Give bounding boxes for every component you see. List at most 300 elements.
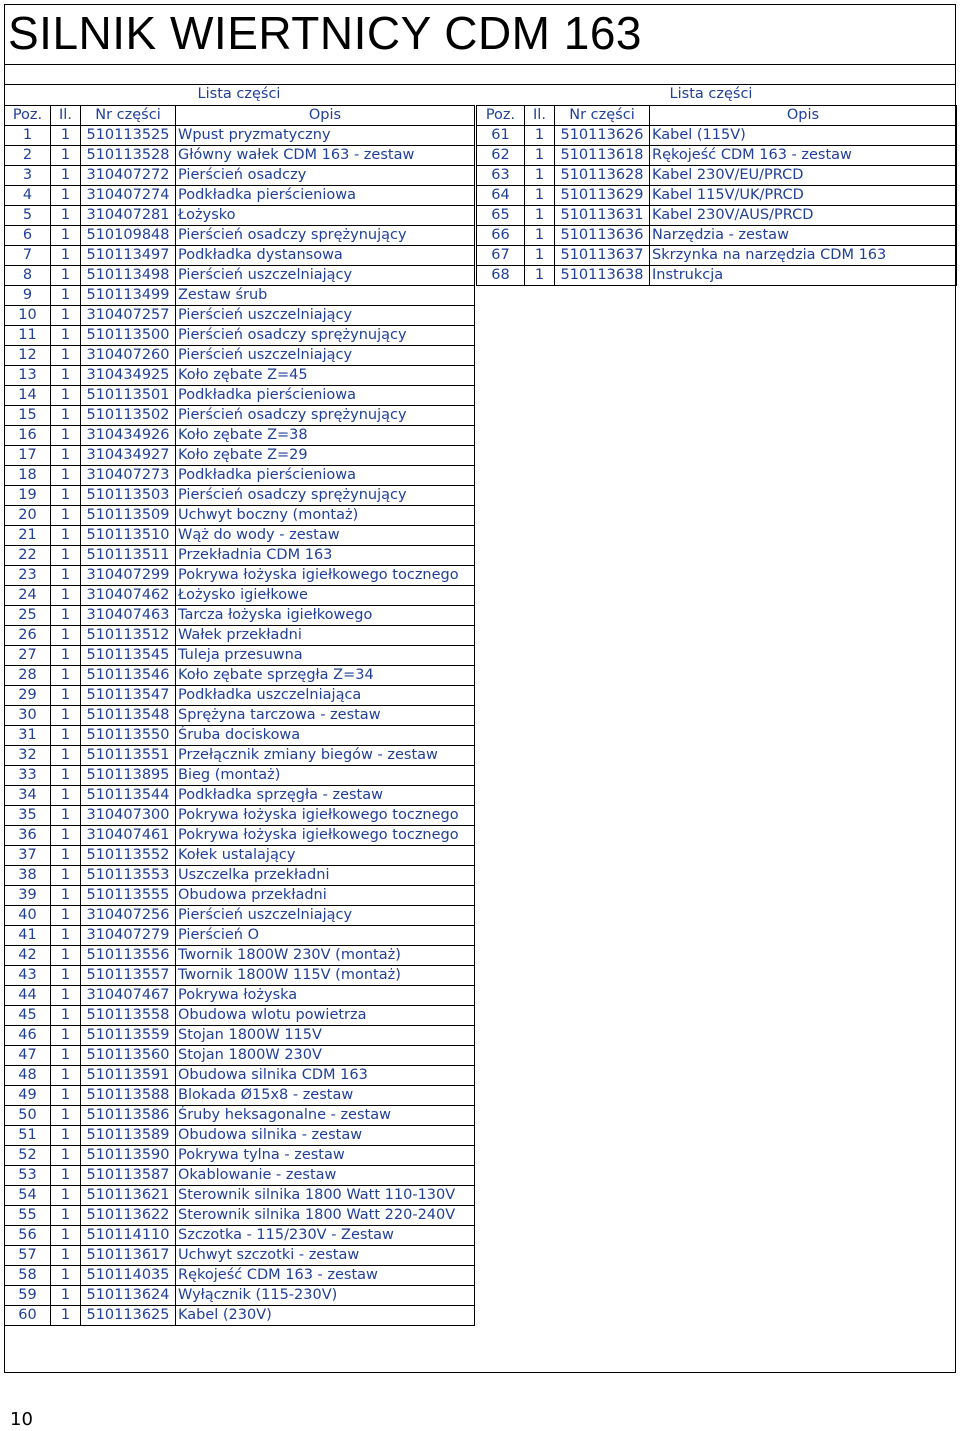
table-row bbox=[5, 186, 475, 206]
cell-part-number: 510109848 bbox=[81, 226, 176, 246]
cell-description: Podkładka dystansowa bbox=[176, 246, 475, 266]
cell-quantity: 1 bbox=[51, 686, 81, 706]
cell-quantity: 1 bbox=[51, 146, 81, 166]
cell-quantity: 1 bbox=[51, 906, 81, 926]
cell-quantity: 1 bbox=[51, 346, 81, 366]
table-row bbox=[5, 386, 475, 406]
cell-description: Koło zębate Z=45 bbox=[176, 366, 475, 386]
table-row bbox=[5, 986, 475, 1006]
cell-position: 29 bbox=[5, 686, 51, 706]
table-row bbox=[5, 1166, 475, 1186]
cell-description: Kabel 230V/EU/PRCD bbox=[650, 166, 957, 186]
table-row bbox=[5, 1266, 475, 1286]
table-row bbox=[5, 626, 475, 646]
cell-position: 26 bbox=[5, 626, 51, 646]
table-row bbox=[5, 646, 475, 666]
cell-part-number: 310407467 bbox=[81, 986, 176, 1006]
cell-part-number: 510113628 bbox=[555, 166, 650, 186]
table-row bbox=[5, 306, 475, 326]
col-header-quantity: Il. bbox=[51, 106, 81, 126]
cell-description: Skrzynka na narzędzia CDM 163 bbox=[650, 246, 957, 266]
table-row bbox=[5, 686, 475, 706]
cell-part-number: 510113556 bbox=[81, 946, 176, 966]
table-row bbox=[5, 326, 475, 346]
cell-description: Podkładka pierścieniowa bbox=[176, 466, 475, 486]
cell-quantity: 1 bbox=[51, 1286, 81, 1306]
table-row bbox=[5, 606, 475, 626]
cell-quantity: 1 bbox=[51, 426, 81, 446]
col-header-description: Opis bbox=[176, 106, 475, 126]
cell-part-number: 310434925 bbox=[81, 366, 176, 386]
cell-quantity: 1 bbox=[51, 1266, 81, 1286]
cell-position: 36 bbox=[5, 826, 51, 846]
cell-description: Wałek przekładni bbox=[176, 626, 475, 646]
cell-quantity: 1 bbox=[51, 1186, 81, 1206]
cell-part-number: 510113636 bbox=[555, 226, 650, 246]
cell-quantity: 1 bbox=[51, 166, 81, 186]
cell-description: Twornik 1800W 230V (montaż) bbox=[176, 946, 475, 966]
cell-position: 13 bbox=[5, 366, 51, 386]
cell-part-number: 310407281 bbox=[81, 206, 176, 226]
cell-description: Pokrywa łożyska bbox=[176, 986, 475, 1006]
cell-part-number: 510113591 bbox=[81, 1066, 176, 1086]
cell-quantity: 1 bbox=[51, 266, 81, 286]
cell-quantity: 1 bbox=[51, 1066, 81, 1086]
cell-quantity: 1 bbox=[51, 1046, 81, 1066]
cell-part-number: 310407279 bbox=[81, 926, 176, 946]
cell-position: 5 bbox=[5, 206, 51, 226]
cell-description: Obudowa silnika - zestaw bbox=[176, 1126, 475, 1146]
table-row bbox=[477, 166, 957, 186]
cell-description: Tuleja przesuwna bbox=[176, 646, 475, 666]
table-row bbox=[5, 506, 475, 526]
cell-position: 30 bbox=[5, 706, 51, 726]
cell-position: 64 bbox=[477, 186, 525, 206]
cell-description: Koło zębate Z=38 bbox=[176, 426, 475, 446]
cell-description: Tarcza łożyska igiełkowego bbox=[176, 606, 475, 626]
cell-part-number: 510113895 bbox=[81, 766, 176, 786]
table-row bbox=[5, 486, 475, 506]
cell-position: 8 bbox=[5, 266, 51, 286]
col-header-position: Poz. bbox=[5, 106, 51, 126]
cell-part-number: 510113552 bbox=[81, 846, 176, 866]
table-row bbox=[5, 366, 475, 386]
cell-part-number: 510113551 bbox=[81, 746, 176, 766]
cell-part-number: 510113629 bbox=[555, 186, 650, 206]
table-row bbox=[5, 286, 475, 306]
cell-part-number: 310407299 bbox=[81, 566, 176, 586]
cell-quantity: 1 bbox=[51, 866, 81, 886]
cell-position: 50 bbox=[5, 1106, 51, 1126]
cell-description: Uszczelka przekładni bbox=[176, 866, 475, 886]
cell-description: Pierścień osadczy bbox=[176, 166, 475, 186]
cell-description: Wąż do wody - zestaw bbox=[176, 526, 475, 546]
table-row bbox=[5, 1286, 475, 1306]
table-row bbox=[5, 666, 475, 686]
cell-part-number: 510113512 bbox=[81, 626, 176, 646]
cell-part-number: 510113590 bbox=[81, 1146, 176, 1166]
cell-part-number: 510113550 bbox=[81, 726, 176, 746]
cell-quantity: 1 bbox=[51, 966, 81, 986]
table-row bbox=[5, 926, 475, 946]
cell-quantity: 1 bbox=[51, 326, 81, 346]
cell-description: Stojan 1800W 230V bbox=[176, 1046, 475, 1066]
cell-quantity: 1 bbox=[51, 726, 81, 746]
cell-position: 40 bbox=[5, 906, 51, 926]
cell-position: 28 bbox=[5, 666, 51, 686]
table-row bbox=[5, 1146, 475, 1166]
table-row bbox=[5, 166, 475, 186]
cell-position: 46 bbox=[5, 1026, 51, 1046]
table-row bbox=[5, 1226, 475, 1246]
table-row bbox=[5, 126, 475, 146]
cell-part-number: 510113626 bbox=[555, 126, 650, 146]
cell-quantity: 1 bbox=[525, 246, 555, 266]
cell-position: 67 bbox=[477, 246, 525, 266]
cell-quantity: 1 bbox=[51, 1006, 81, 1026]
cell-part-number: 510113511 bbox=[81, 546, 176, 566]
cell-quantity: 1 bbox=[51, 826, 81, 846]
table-row bbox=[5, 1186, 475, 1206]
cell-description: Kabel 115V/UK/PRCD bbox=[650, 186, 957, 206]
cell-description: Podkładka pierścieniowa bbox=[176, 186, 475, 206]
cell-quantity: 1 bbox=[51, 606, 81, 626]
table-row bbox=[477, 246, 957, 266]
cell-description: Przekładnia CDM 163 bbox=[176, 546, 475, 566]
cell-position: 57 bbox=[5, 1246, 51, 1266]
cell-part-number: 510113586 bbox=[81, 1106, 176, 1126]
cell-position: 11 bbox=[5, 326, 51, 346]
cell-quantity: 1 bbox=[51, 386, 81, 406]
table-row bbox=[5, 846, 475, 866]
cell-quantity: 1 bbox=[51, 766, 81, 786]
cell-position: 44 bbox=[5, 986, 51, 1006]
cell-description: Szczotka - 115/230V - Zestaw bbox=[176, 1226, 475, 1246]
cell-description: Pierścień uszczelniający bbox=[176, 306, 475, 326]
table-row bbox=[5, 266, 475, 286]
cell-part-number: 510113544 bbox=[81, 786, 176, 806]
table-row bbox=[477, 186, 957, 206]
table-row bbox=[5, 1306, 475, 1326]
table-row bbox=[5, 206, 475, 226]
table-row bbox=[5, 1126, 475, 1146]
cell-description: Pierścień osadczy sprężynujący bbox=[176, 406, 475, 426]
cell-position: 19 bbox=[5, 486, 51, 506]
cell-position: 42 bbox=[5, 946, 51, 966]
cell-position: 37 bbox=[5, 846, 51, 866]
cell-description: Uchwyt boczny (montaż) bbox=[176, 506, 475, 526]
cell-quantity: 1 bbox=[51, 126, 81, 146]
cell-part-number: 310407272 bbox=[81, 166, 176, 186]
cell-part-number: 510113621 bbox=[81, 1186, 176, 1206]
cell-part-number: 510113624 bbox=[81, 1286, 176, 1306]
cell-quantity: 1 bbox=[51, 946, 81, 966]
cell-part-number: 510113528 bbox=[81, 146, 176, 166]
table-row bbox=[5, 786, 475, 806]
cell-position: 32 bbox=[5, 746, 51, 766]
cell-description: Obudowa wlotu powietrza bbox=[176, 1006, 475, 1026]
cell-part-number: 310407463 bbox=[81, 606, 176, 626]
cell-quantity: 1 bbox=[51, 1146, 81, 1166]
cell-position: 10 bbox=[5, 306, 51, 326]
cell-quantity: 1 bbox=[51, 226, 81, 246]
cell-quantity: 1 bbox=[51, 626, 81, 646]
cell-quantity: 1 bbox=[51, 666, 81, 686]
table-row bbox=[5, 766, 475, 786]
cell-part-number: 510113617 bbox=[81, 1246, 176, 1266]
parts-table-left bbox=[4, 105, 475, 1326]
table-row bbox=[5, 226, 475, 246]
cell-part-number: 310407300 bbox=[81, 806, 176, 826]
cell-position: 43 bbox=[5, 966, 51, 986]
cell-description: Pokrywa łożyska igiełkowego tocznego bbox=[176, 566, 475, 586]
cell-position: 45 bbox=[5, 1006, 51, 1026]
cell-quantity: 1 bbox=[51, 706, 81, 726]
cell-quantity: 1 bbox=[51, 806, 81, 826]
cell-position: 7 bbox=[5, 246, 51, 266]
table-row bbox=[5, 466, 475, 486]
cell-description: Pierścień O bbox=[176, 926, 475, 946]
cell-position: 27 bbox=[5, 646, 51, 666]
cell-description: Kabel (230V) bbox=[176, 1306, 475, 1326]
cell-part-number: 510113637 bbox=[555, 246, 650, 266]
cell-description: Pierścień uszczelniający bbox=[176, 266, 475, 286]
cell-description: Sterownik silnika 1800 Watt 110-130V bbox=[176, 1186, 475, 1206]
cell-quantity: 1 bbox=[51, 1206, 81, 1226]
cell-quantity: 1 bbox=[51, 1306, 81, 1326]
cell-part-number: 310407274 bbox=[81, 186, 176, 206]
cell-quantity: 1 bbox=[51, 746, 81, 766]
cell-quantity: 1 bbox=[51, 586, 81, 606]
cell-description: Wpust pryzmatyczny bbox=[176, 126, 475, 146]
cell-position: 22 bbox=[5, 546, 51, 566]
cell-position: 39 bbox=[5, 886, 51, 906]
cell-quantity: 1 bbox=[51, 926, 81, 946]
cell-quantity: 1 bbox=[51, 246, 81, 266]
cell-description: Pierścień uszczelniający bbox=[176, 346, 475, 366]
table-row bbox=[5, 1206, 475, 1226]
table-row bbox=[5, 1026, 475, 1046]
cell-position: 59 bbox=[5, 1286, 51, 1306]
cell-position: 53 bbox=[5, 1166, 51, 1186]
cell-quantity: 1 bbox=[51, 406, 81, 426]
left-list-heading: Lista części bbox=[197, 86, 281, 102]
cell-description: Przełącznik zmiany biegów - zestaw bbox=[176, 746, 475, 766]
table-row bbox=[5, 1246, 475, 1266]
cell-position: 15 bbox=[5, 406, 51, 426]
cell-description: Uchwyt szczotki - zestaw bbox=[176, 1246, 475, 1266]
cell-description: Bieg (montaż) bbox=[176, 766, 475, 786]
cell-quantity: 1 bbox=[51, 546, 81, 566]
cell-position: 21 bbox=[5, 526, 51, 546]
col-header-position: Poz. bbox=[477, 106, 525, 126]
cell-position: 24 bbox=[5, 586, 51, 606]
cell-position: 65 bbox=[477, 206, 525, 226]
cell-part-number: 510113558 bbox=[81, 1006, 176, 1026]
cell-description: Pokrywa łożyska igiełkowego tocznego bbox=[176, 806, 475, 826]
table-row bbox=[5, 706, 475, 726]
cell-part-number: 510113547 bbox=[81, 686, 176, 706]
cell-description: Okablowanie - zestaw bbox=[176, 1166, 475, 1186]
cell-description: Podkładka sprzęgła - zestaw bbox=[176, 786, 475, 806]
cell-position: 58 bbox=[5, 1266, 51, 1286]
cell-description: Kabel (115V) bbox=[650, 126, 957, 146]
cell-quantity: 1 bbox=[51, 486, 81, 506]
cell-part-number: 510113497 bbox=[81, 246, 176, 266]
cell-part-number: 310407260 bbox=[81, 346, 176, 366]
cell-part-number: 510113509 bbox=[81, 506, 176, 526]
cell-position: 4 bbox=[5, 186, 51, 206]
cell-quantity: 1 bbox=[51, 886, 81, 906]
title-divider bbox=[4, 64, 956, 65]
cell-description: Blokada Ø15x8 - zestaw bbox=[176, 1086, 475, 1106]
cell-description: Instrukcja bbox=[650, 266, 957, 286]
cell-quantity: 1 bbox=[51, 206, 81, 226]
table-row bbox=[5, 966, 475, 986]
cell-position: 56 bbox=[5, 1226, 51, 1246]
table-row bbox=[5, 1006, 475, 1026]
cell-description: Łożysko igiełkowe bbox=[176, 586, 475, 606]
col-header-description: Opis bbox=[650, 106, 957, 126]
col-header-quantity: Il. bbox=[525, 106, 555, 126]
cell-position: 1 bbox=[5, 126, 51, 146]
cell-part-number: 510113548 bbox=[81, 706, 176, 726]
table-header-row bbox=[477, 106, 957, 126]
cell-quantity: 1 bbox=[51, 846, 81, 866]
cell-quantity: 1 bbox=[51, 1126, 81, 1146]
table-row bbox=[5, 1086, 475, 1106]
table-row bbox=[5, 1066, 475, 1086]
cell-position: 51 bbox=[5, 1126, 51, 1146]
cell-quantity: 1 bbox=[51, 786, 81, 806]
cell-position: 20 bbox=[5, 506, 51, 526]
cell-position: 31 bbox=[5, 726, 51, 746]
cell-part-number: 310407273 bbox=[81, 466, 176, 486]
cell-description: Sprężyna tarczowa - zestaw bbox=[176, 706, 475, 726]
table-row bbox=[477, 126, 957, 146]
cell-description: Obudowa przekładni bbox=[176, 886, 475, 906]
cell-position: 48 bbox=[5, 1066, 51, 1086]
col-header-part-number: Nr części bbox=[555, 106, 650, 126]
cell-quantity: 1 bbox=[51, 986, 81, 1006]
cell-position: 62 bbox=[477, 146, 525, 166]
cell-position: 18 bbox=[5, 466, 51, 486]
cell-description: Rękojeść CDM 163 - zestaw bbox=[650, 146, 957, 166]
cell-part-number: 510113638 bbox=[555, 266, 650, 286]
table-row bbox=[5, 1046, 475, 1066]
table-row bbox=[5, 886, 475, 906]
cell-position: 23 bbox=[5, 566, 51, 586]
col-header-part-number: Nr części bbox=[81, 106, 176, 126]
table-row bbox=[5, 866, 475, 886]
cell-position: 35 bbox=[5, 806, 51, 826]
table-row bbox=[5, 586, 475, 606]
cell-description: Śruby heksagonalne - zestaw bbox=[176, 1106, 475, 1126]
cell-part-number: 510113503 bbox=[81, 486, 176, 506]
cell-quantity: 1 bbox=[525, 166, 555, 186]
cell-description: Koło zębate Z=29 bbox=[176, 446, 475, 466]
table-row bbox=[5, 746, 475, 766]
table-row bbox=[5, 1106, 475, 1126]
cell-description: Kołek ustalający bbox=[176, 846, 475, 866]
cell-description: Wyłącznik (115-230V) bbox=[176, 1286, 475, 1306]
cell-description: Pierścień uszczelniający bbox=[176, 906, 475, 926]
table-row bbox=[5, 446, 475, 466]
cell-quantity: 1 bbox=[51, 1246, 81, 1266]
cell-part-number: 310407462 bbox=[81, 586, 176, 606]
table-row bbox=[5, 406, 475, 426]
table-row bbox=[5, 806, 475, 826]
right-list-heading: Lista części bbox=[669, 86, 753, 102]
cell-position: 55 bbox=[5, 1206, 51, 1226]
cell-part-number: 310434927 bbox=[81, 446, 176, 466]
cell-description: Podkładka uszczelniająca bbox=[176, 686, 475, 706]
cell-part-number: 310434926 bbox=[81, 426, 176, 446]
cell-description: Sterownik silnika 1800 Watt 220-240V bbox=[176, 1206, 475, 1226]
cell-quantity: 1 bbox=[51, 366, 81, 386]
table-row bbox=[5, 906, 475, 926]
cell-part-number: 510113510 bbox=[81, 526, 176, 546]
table-row bbox=[5, 726, 475, 746]
cell-position: 60 bbox=[5, 1306, 51, 1326]
cell-part-number: 510113553 bbox=[81, 866, 176, 886]
cell-description: Pokrywa łożyska igiełkowego tocznego bbox=[176, 826, 475, 846]
table-row bbox=[5, 146, 475, 166]
cell-part-number: 510113500 bbox=[81, 326, 176, 346]
cell-position: 9 bbox=[5, 286, 51, 306]
table-row bbox=[5, 566, 475, 586]
cell-quantity: 1 bbox=[525, 206, 555, 226]
cell-quantity: 1 bbox=[51, 1106, 81, 1126]
cell-description: Narzędzia - zestaw bbox=[650, 226, 957, 246]
table-row bbox=[5, 826, 475, 846]
cell-part-number: 510113546 bbox=[81, 666, 176, 686]
cell-quantity: 1 bbox=[51, 466, 81, 486]
cell-position: 2 bbox=[5, 146, 51, 166]
cell-part-number: 510114035 bbox=[81, 1266, 176, 1286]
cell-quantity: 1 bbox=[51, 1226, 81, 1246]
cell-position: 54 bbox=[5, 1186, 51, 1206]
cell-description: Główny wałek CDM 163 - zestaw bbox=[176, 146, 475, 166]
cell-position: 3 bbox=[5, 166, 51, 186]
cell-quantity: 1 bbox=[525, 186, 555, 206]
cell-description: Zestaw śrub bbox=[176, 286, 475, 306]
cell-position: 14 bbox=[5, 386, 51, 406]
cell-part-number: 510113560 bbox=[81, 1046, 176, 1066]
table-row bbox=[477, 206, 957, 226]
cell-quantity: 1 bbox=[525, 146, 555, 166]
table-row bbox=[477, 146, 957, 166]
cell-part-number: 510113557 bbox=[81, 966, 176, 986]
cell-position: 41 bbox=[5, 926, 51, 946]
cell-part-number: 510113589 bbox=[81, 1126, 176, 1146]
cell-description: Stojan 1800W 115V bbox=[176, 1026, 475, 1046]
table-row bbox=[477, 266, 957, 286]
cell-description: Pierścień osadczy sprężynujący bbox=[176, 326, 475, 346]
cell-position: 34 bbox=[5, 786, 51, 806]
cell-description: Obudowa silnika CDM 163 bbox=[176, 1066, 475, 1086]
cell-description: Śruba dociskowa bbox=[176, 726, 475, 746]
cell-quantity: 1 bbox=[51, 506, 81, 526]
cell-quantity: 1 bbox=[51, 566, 81, 586]
cell-position: 33 bbox=[5, 766, 51, 786]
cell-quantity: 1 bbox=[525, 226, 555, 246]
cell-position: 61 bbox=[477, 126, 525, 146]
cell-part-number: 510113501 bbox=[81, 386, 176, 406]
cell-part-number: 510113499 bbox=[81, 286, 176, 306]
cell-quantity: 1 bbox=[51, 1026, 81, 1046]
cell-part-number: 510114110 bbox=[81, 1226, 176, 1246]
